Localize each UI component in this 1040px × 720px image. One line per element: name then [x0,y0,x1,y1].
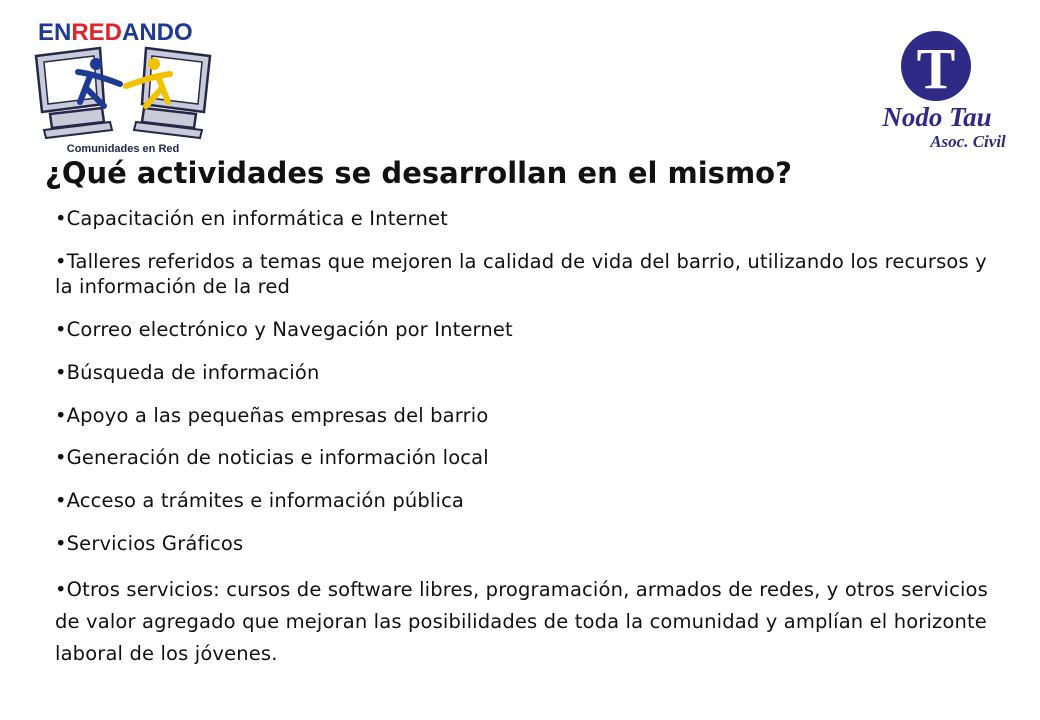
list-item: •Correo electrónico y Navegación por Internet [55,318,513,342]
tau-letter: T [916,36,956,101]
enredando-logo-graphic [28,18,218,158]
page-title: ¿Qué actividades se desarrollan en el mismo? [45,156,792,190]
enredando-logo [28,18,218,158]
list-item: •Búsqueda de información [55,360,320,384]
tau-circle-icon [901,31,971,101]
list-item: •Apoyo a las pequeñas empresas del barrio [55,403,489,427]
svg-text:ENREDANDO [38,19,193,46]
nodo-tau-tagline: Asoc. Civil [930,132,1006,151]
list-item: •Servicios Gráficos [55,532,244,556]
enredando-tagline: Comunidades en Red [66,143,180,155]
nodo-tau-logo-graphic [862,30,1012,156]
enredando-text-ando: ANDO [122,19,193,46]
list-item: •Capacitación en informática e Internet [55,207,448,230]
list-item: •Generación de noticias e información local [55,446,489,470]
list-item: •Otros servicios: cursos de software libres, programación, armados de redes, y otros servicios de valor agregado que mejoran las posibilidades de toda la comunidad y amplían el horizonte laboral de los jóvenes. [55,577,988,665]
list-item: •Talleres referidos a temas que mejoren la calidad de vida del barrio, utilizando los recursos y la información de la red [55,249,987,299]
right-monitor-icon [134,48,210,138]
enredando-text-en: EN [38,19,72,46]
list-item: •Acceso a trámites e información pública [55,489,465,513]
enredando-text-red: RED [71,19,123,46]
activities-list [55,206,990,687]
nodo-tau-logo [862,30,1012,156]
nodo-tau-name: Nodo Tau [882,102,992,132]
